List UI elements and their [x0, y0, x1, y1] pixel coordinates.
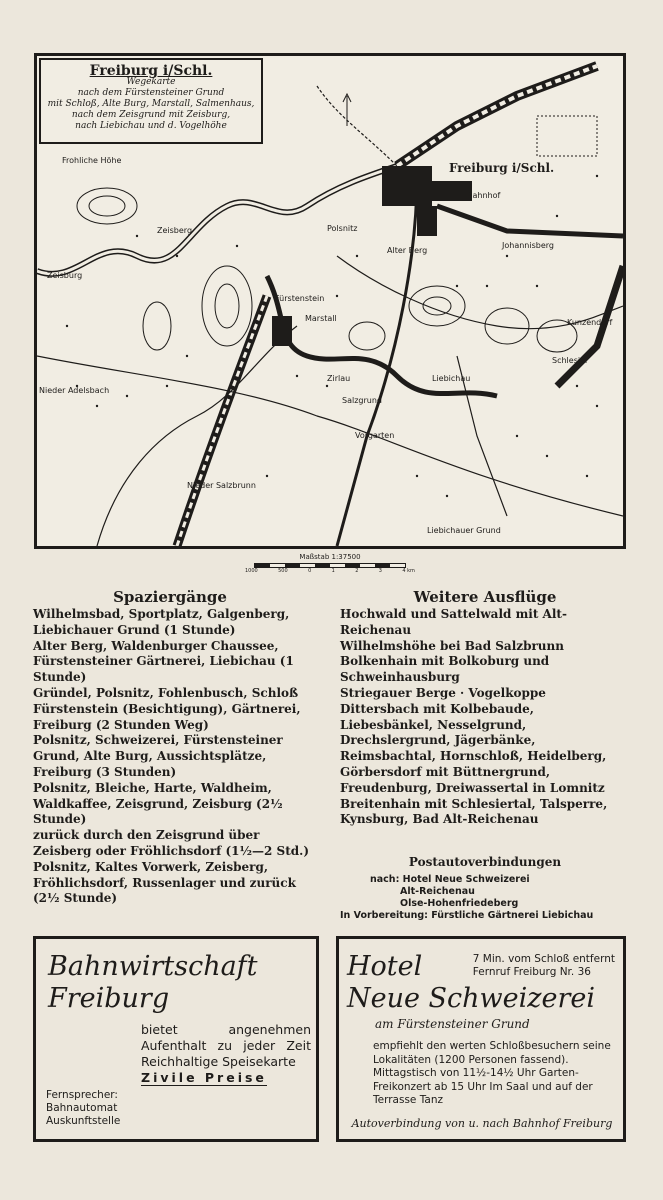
scale-ticks: [245, 568, 415, 574]
ad-hotel-neue-schweizerei: [336, 936, 626, 1142]
scale-label: Maßstab 1:37500: [299, 553, 361, 561]
scale-tick: 4 km: [402, 568, 415, 574]
map-label: Frohliche Höhe: [62, 156, 122, 165]
map-label: Alter Berg: [387, 246, 428, 255]
map-label: Freiburg i/Schl.: [449, 161, 555, 175]
map-subtitle-line: Wegekarte: [126, 77, 176, 87]
postauto-line: Alt-Reichenau: [400, 886, 475, 897]
ad-hotel-subtitle: am Fürstensteiner Grund: [375, 1017, 530, 1031]
ad-name-line: Bahnwirtschaft: [48, 951, 258, 982]
map-label: Vorgarten: [355, 431, 395, 440]
ad-price-text: Zivile Preise: [141, 1070, 267, 1085]
postauto-line: nach: Hotel Neue Schweizerei: [370, 874, 530, 885]
map-subtitle-line: nach Liebichau und d. Vogelhöhe: [75, 121, 227, 131]
walk-item: Polsnitz, Bleiche, Harte, Waldheim, Waldkaffee, Zeisgrund, Zeisburg (2½ Stunde): [33, 780, 283, 827]
postauto-list: [340, 874, 630, 922]
map-label: Johannisberg: [502, 241, 554, 250]
route-map: [34, 53, 626, 549]
excursion-item: Wilhelmshöhe bei Bad Salzbrunn: [340, 638, 564, 653]
map-label: Salzgrund: [342, 396, 382, 405]
excursion-item: Bolkenhain mit Bolkoburg und Schweinhausburg: [340, 654, 550, 685]
scale-tick: 3: [378, 568, 382, 574]
map-label: Liebichau: [432, 374, 471, 383]
map-label: Nieder Salzbrunn: [187, 481, 256, 490]
map-label: Fürstenstein: [275, 294, 325, 303]
postauto-heading: Postautoverbindungen: [408, 855, 562, 869]
ad-phone-line: Fernsprecher:: [46, 1089, 118, 1101]
map-label: Polsnitz: [327, 224, 358, 233]
ad-bahnwirtschaft: [33, 936, 319, 1142]
ad-bahnwirtschaft-name: [48, 951, 258, 1015]
map-legend-box: [39, 58, 263, 144]
ad-contact-line: 7 Min. vom Schloß entfernt: [472, 953, 615, 965]
ad-contact-line: Fernruf Freiburg Nr. 36: [472, 966, 591, 978]
excursion-item: Dittersbach mit Kolbebaude, Liebesbänkel, Nesselgrund, Drechslergrund, Jägerbänke, Reimsbachtal, Hornschloß, Heidelberg, Görbersdorf mit Büttnergrund, Freudenburg, Dreiwassertal in Lomnitz: [340, 701, 607, 795]
walk-item: Gründel, Polsnitz, Fohlenbusch, Schloß Fürstenstein (Besichtigung), Gärtnerei, Freiburg (2 Stunden Weg): [33, 685, 301, 732]
walk-item: Polsnitz, Kaltes Vorwerk, Zeisberg, Fröhlichsdorf, Russenlager und zurück (2½ Stunde): [33, 859, 296, 906]
scale-tick: 2: [355, 568, 359, 574]
ad-hotel-transport: Autoverbindung von u. nach Bahnhof Freiburg: [351, 1117, 613, 1130]
ad-hotel-contact: [473, 953, 615, 979]
map-subtitle-line: mit Schloß, Alte Burg, Marstall, Salmenhaus,: [47, 99, 255, 109]
ad-phone-line: Auskunftstelle: [46, 1115, 121, 1127]
ad-bahnwirtschaft-phone: [46, 1089, 120, 1128]
walk-item: zurück durch den Zeisgrund über Zeisberg oder Fröhlichsdorf (1½—2 Std.): [33, 828, 309, 858]
scale-tick: 0: [308, 568, 312, 574]
map-scale: [230, 553, 430, 573]
map-label: Bahnhof: [467, 191, 501, 200]
ad-bahnwirtschaft-desc: [141, 1022, 311, 1086]
scale-tick: 500: [278, 568, 288, 574]
walk-item: Polsnitz, Schweizerei, Fürstensteiner Grund, Alte Burg, Aussichtsplätze, Freiburg (3 Stunden): [33, 733, 283, 779]
ad-desc-text: bietet angenehmen Aufenthalt zu jeder Zeit Reichhaltige Speisekarte: [141, 1022, 311, 1069]
postauto-line: Olse-Hohenfriedeberg: [400, 898, 519, 909]
excursion-item: Breitenhain mit Schlesiertal, Talsperre, Kynsburg, Bad Alt-Reichenau: [340, 796, 608, 827]
map-label: Schlesier: [552, 356, 589, 365]
ad-hotel-desc: empfiehlt den werten Schloßbesuchern seine Lokalitäten (1200 Personen fassend). Mittagstisch von 11½-14½ Uhr Garten-Freikonzert ab 15 Uhr Im Saal und auf der Terrasse Tanz: [373, 1040, 611, 1106]
scale-tick: 1000: [245, 568, 258, 574]
ad-name-line: Neue Schweizerei: [347, 983, 596, 1014]
ad-phone-line: Bahnautomat: [46, 1102, 118, 1114]
walk-item: Wilhelmsbad, Sportplatz, Galgenberg, Liebichauer Grund (1 Stunde): [33, 607, 290, 637]
map-subtitle-line: nach dem Fürstensteiner Grund: [77, 88, 225, 98]
walks-heading: Spaziergänge: [113, 588, 227, 606]
excursion-item: Hochwald und Sattelwald mit Alt-Reichenau: [340, 607, 567, 637]
map-label: Kunzendorf: [567, 318, 613, 327]
walks-list: [33, 607, 316, 907]
excursion-item: Striegauer Berge · Vogelkoppe: [340, 685, 546, 700]
map-label: Liebichauer Grund: [427, 526, 501, 535]
scale-tick: 1: [331, 568, 335, 574]
postauto-line: In Vorbereitung: Fürstliche Gärtnerei Liebichau: [340, 910, 594, 921]
map-label: Zeisberg: [157, 226, 193, 235]
map-subtitle-line: nach dem Zeisgrund mit Zeisburg,: [71, 110, 231, 120]
excursions-heading: Weitere Ausflüge: [413, 588, 557, 606]
map-label: Zeisburg: [47, 271, 83, 280]
map-title: Freiburg i/Schl.: [89, 63, 213, 79]
map-label: Zirlau: [327, 374, 351, 383]
ad-name-line: Hotel: [347, 951, 423, 982]
excursions-list: [340, 607, 628, 828]
map-label: Marstall: [305, 314, 337, 323]
ad-name-line: Freiburg: [48, 983, 170, 1014]
walk-item: Alter Berg, Waldenburger Chaussee, Fürstensteiner Gärtnerei, Liebichau (1 Stunde): [33, 638, 294, 685]
map-label: Nieder Adelsbach: [39, 386, 110, 395]
